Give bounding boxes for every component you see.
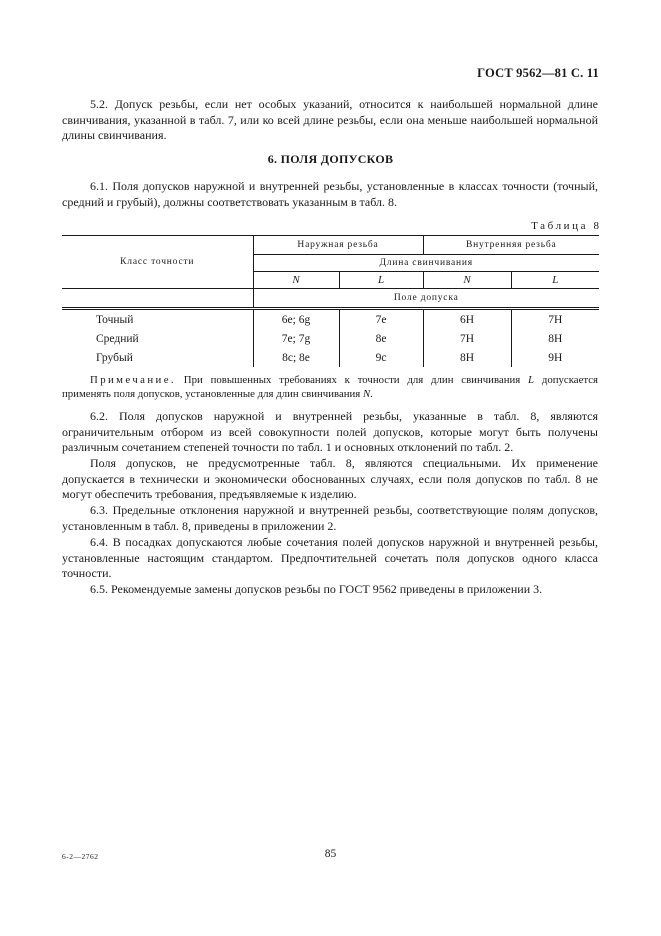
table-caption-number: 8: [593, 220, 599, 232]
section-title: 6. ПОЛЯ ДОПУСКОВ: [267, 152, 394, 166]
table-caption-word: Таблица: [531, 220, 589, 232]
paragraph-6-2-continued: Поля допусков, не предусмотренные табл. 8, являются специальными. Их применение допускается в технически и экономически обоснованных случаях, если поля допусков по табл. 8 не могут обеспечить требования, предъявляемые к изделию.: [62, 456, 598, 501]
print-code: 6-2—2762: [62, 852, 99, 861]
header-blank: [62, 289, 253, 309]
cell-int-n: 7H: [423, 329, 511, 348]
tolerance-table: [62, 235, 599, 367]
header-int-l: L: [511, 272, 599, 289]
table-row: [62, 329, 599, 348]
page-number: 85: [324, 848, 337, 860]
cell-ext-n: 8c; 8e: [253, 348, 339, 367]
cell-int-n: 6H: [423, 309, 511, 330]
header-external: Наружная резьба: [253, 236, 423, 255]
note-symbol-l: L: [528, 374, 535, 386]
document-header: ГОСТ 9562—81 С. 11: [477, 66, 599, 80]
paragraph-5-2: 5.2. Допуск резьбы, если нет особых указаний, относится к наибольшей нормальной длине свинчивания, указанной в табл. 7, или ко всей длине резьбы, если она меньше наибольшей нормальной длины свинчивания.: [62, 97, 598, 142]
header-class: Класс точности: [62, 236, 253, 289]
table-row: [62, 309, 599, 330]
cell-int-l: 9H: [511, 348, 599, 367]
table-caption: [531, 220, 599, 232]
paragraph-6-4: 6.4. В посадках допускаются любые сочетания полей допусков наружной и внутренней резьбы, установленные настоящим стандартом. Предпочтительней сочетать поля допусков одного класса точности.: [62, 535, 598, 580]
cell-class: Точный: [96, 313, 134, 326]
table-note: [62, 374, 598, 401]
paragraph-6-3: 6.3. Предельные отклонения наружной и внутренней резьбы, соответствующие полям допусков, установленным в табл. 8, приведены в приложении 2.: [62, 503, 598, 533]
header-internal: Внутренняя резьба: [423, 236, 599, 255]
cell-int-l: 7H: [511, 309, 599, 330]
header-int-n: N: [423, 272, 511, 289]
note-text-a: При повышенных требованиях к точности для длин свинчивания: [176, 374, 529, 386]
cell-class: Грубый: [96, 351, 133, 364]
paragraph-6-1: 6.1. Поля допусков наружной и внутренней резьбы, установленные в классах точности (точный, средний и грубый), должны соответствовать указанным в табл. 8.: [62, 179, 598, 209]
note-text-b: допускается применять поля допусков, установленные для длин свинчивания: [62, 374, 598, 400]
table-row: [62, 348, 599, 367]
cell-int-l: 8H: [511, 329, 599, 348]
note-label: Примечание.: [90, 374, 176, 386]
cell-class: Средний: [96, 332, 139, 345]
cell-ext-n: 6e; 6g: [253, 309, 339, 330]
note-text-c: .: [370, 387, 373, 400]
header-field: Поле допуска: [253, 289, 599, 309]
header-ext-l: L: [339, 272, 423, 289]
cell-int-n: 8H: [423, 348, 511, 367]
note-symbol-n: N: [362, 387, 371, 400]
paragraph-6-2: 6.2. Поля допусков наружной и внутренней резьбы, указанные в табл. 8, являются ограничительным отбором из всей совокупности полей допусков, которые могут быть получены различным сочетанием степеней точности по табл. 1 и основных отклонений по табл. 2.: [62, 409, 598, 454]
cell-ext-l: 8e: [339, 329, 423, 348]
header-ext-n: N: [253, 272, 339, 289]
cell-ext-l: 9c: [339, 348, 423, 367]
paragraph-6-5: 6.5. Рекомендуемые замены допусков резьбы по ГОСТ 9562 приведены в приложении 3.: [90, 582, 543, 596]
cell-ext-n: 7e; 7g: [253, 329, 339, 348]
header-length: Длина свинчивания: [253, 255, 599, 272]
cell-ext-l: 7e: [339, 309, 423, 330]
